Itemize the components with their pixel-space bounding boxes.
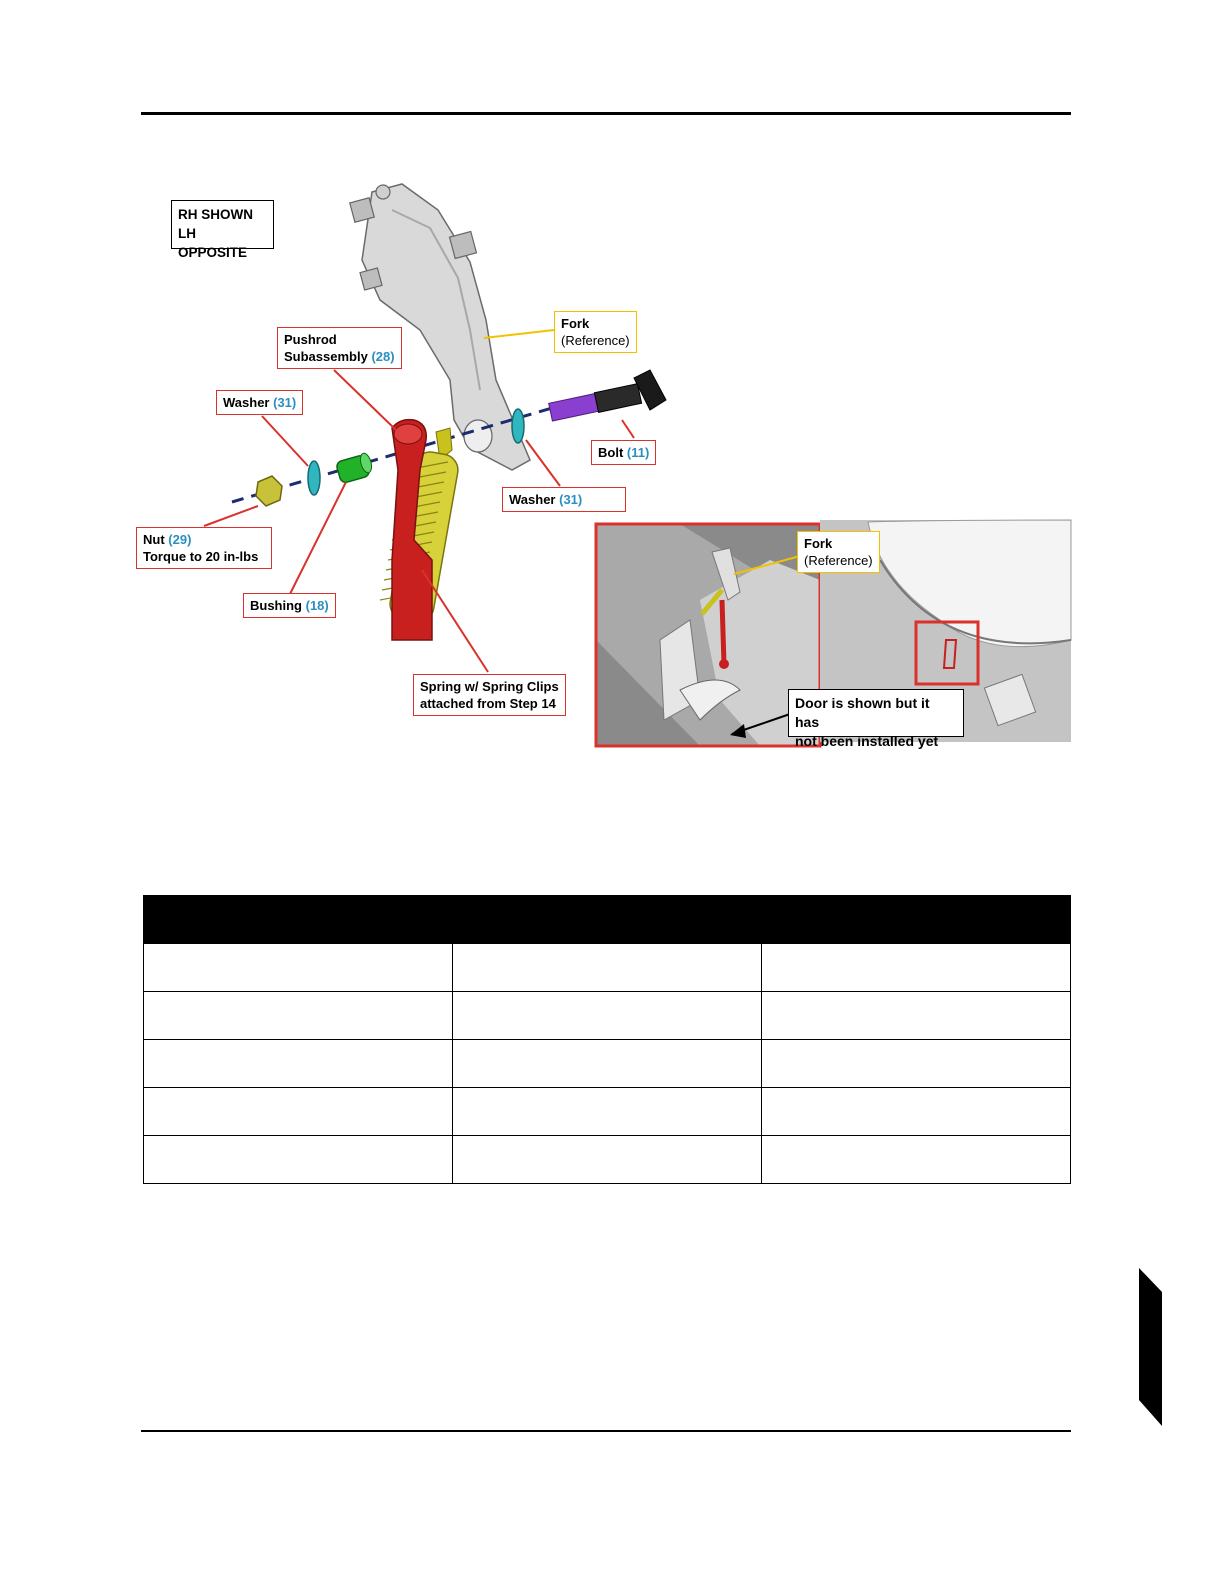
washer-right-callout-name: Washer — [509, 492, 556, 507]
bushing-callout-number: (18) — [305, 598, 329, 613]
bushing-callout — [243, 593, 336, 618]
bolt-callout — [591, 440, 656, 465]
table-cell — [144, 1040, 453, 1088]
washer-right-callout-number: (31) — [559, 492, 583, 507]
table-cell — [762, 1136, 1071, 1184]
rh-shown-line: RH SHOWN — [178, 207, 253, 222]
washer-left-callout-name: Washer — [223, 395, 270, 410]
table-cell — [144, 992, 453, 1040]
door-note-line1: Door is shown but it has — [795, 695, 930, 730]
washer-left-part — [308, 461, 320, 495]
table-header-cell — [453, 896, 762, 944]
table-cell — [144, 1136, 453, 1184]
washer-left-callout — [216, 390, 303, 415]
table-row — [144, 992, 1071, 1040]
pushrod-callout-name: Pushrod — [284, 332, 337, 347]
table-cell — [144, 944, 453, 992]
footer-rule — [141, 1430, 1071, 1432]
door-note — [788, 689, 964, 749]
table-cell — [144, 1088, 453, 1136]
table-header-cell — [144, 896, 453, 944]
table-header-cell — [762, 896, 1071, 944]
table-header-row — [144, 896, 1071, 944]
fork-inset-callout-name: Fork — [804, 536, 833, 551]
fork-inset-callout-sub: (Reference) — [804, 553, 873, 568]
lh-opposite-line: LH OPPOSITE — [178, 226, 248, 260]
washer-left-callout-number: (31) — [273, 395, 297, 410]
nut-callout-name: Nut — [143, 532, 165, 547]
fork-callout — [554, 311, 637, 353]
pushrod-callout-name2: Subassembly — [284, 349, 368, 364]
table-row — [144, 1040, 1071, 1088]
pushrod-callout — [277, 327, 402, 369]
table-row — [144, 1088, 1071, 1136]
washer-right-part — [512, 409, 524, 443]
table-cell — [762, 944, 1071, 992]
washer-right-callout — [502, 487, 626, 512]
spring-callout-line2: attached from Step 14 — [420, 696, 556, 711]
table-cell — [453, 992, 762, 1040]
table-cell — [762, 1040, 1071, 1088]
table-cell — [762, 1088, 1071, 1136]
rh-shown-note — [171, 200, 274, 260]
table-cell — [453, 1136, 762, 1184]
bushing-part — [336, 452, 374, 484]
table-cell — [453, 944, 762, 992]
table-row — [144, 944, 1071, 992]
nut-part — [256, 476, 282, 506]
bolt-part — [549, 370, 666, 421]
section-tab-marker — [1139, 1268, 1163, 1428]
nut-callout-torque: Torque to 20 in-lbs — [143, 549, 259, 564]
spring-callout — [413, 674, 566, 716]
parts-table — [143, 895, 1071, 1184]
fork-inset-callout — [797, 531, 880, 573]
fork-callout-sub: (Reference) — [561, 333, 630, 348]
table-cell — [762, 992, 1071, 1040]
table-row — [144, 1136, 1071, 1184]
door-note-line2: not been installed yet — [795, 733, 939, 749]
bolt-callout-number: (11) — [626, 445, 650, 460]
nut-callout-number: (29) — [168, 532, 192, 547]
inset-photo — [596, 524, 820, 746]
bolt-callout-name: Bolt — [598, 445, 624, 460]
pushrod-callout-number: (28) — [371, 349, 395, 364]
fork-callout-name: Fork — [561, 316, 590, 331]
spring-callout-line1: Spring w/ Spring Clips — [420, 679, 559, 694]
bushing-callout-name: Bushing — [250, 598, 302, 613]
table-cell — [453, 1040, 762, 1088]
table-cell — [453, 1088, 762, 1136]
nut-callout — [136, 527, 272, 569]
fork-leader-line — [484, 330, 554, 338]
